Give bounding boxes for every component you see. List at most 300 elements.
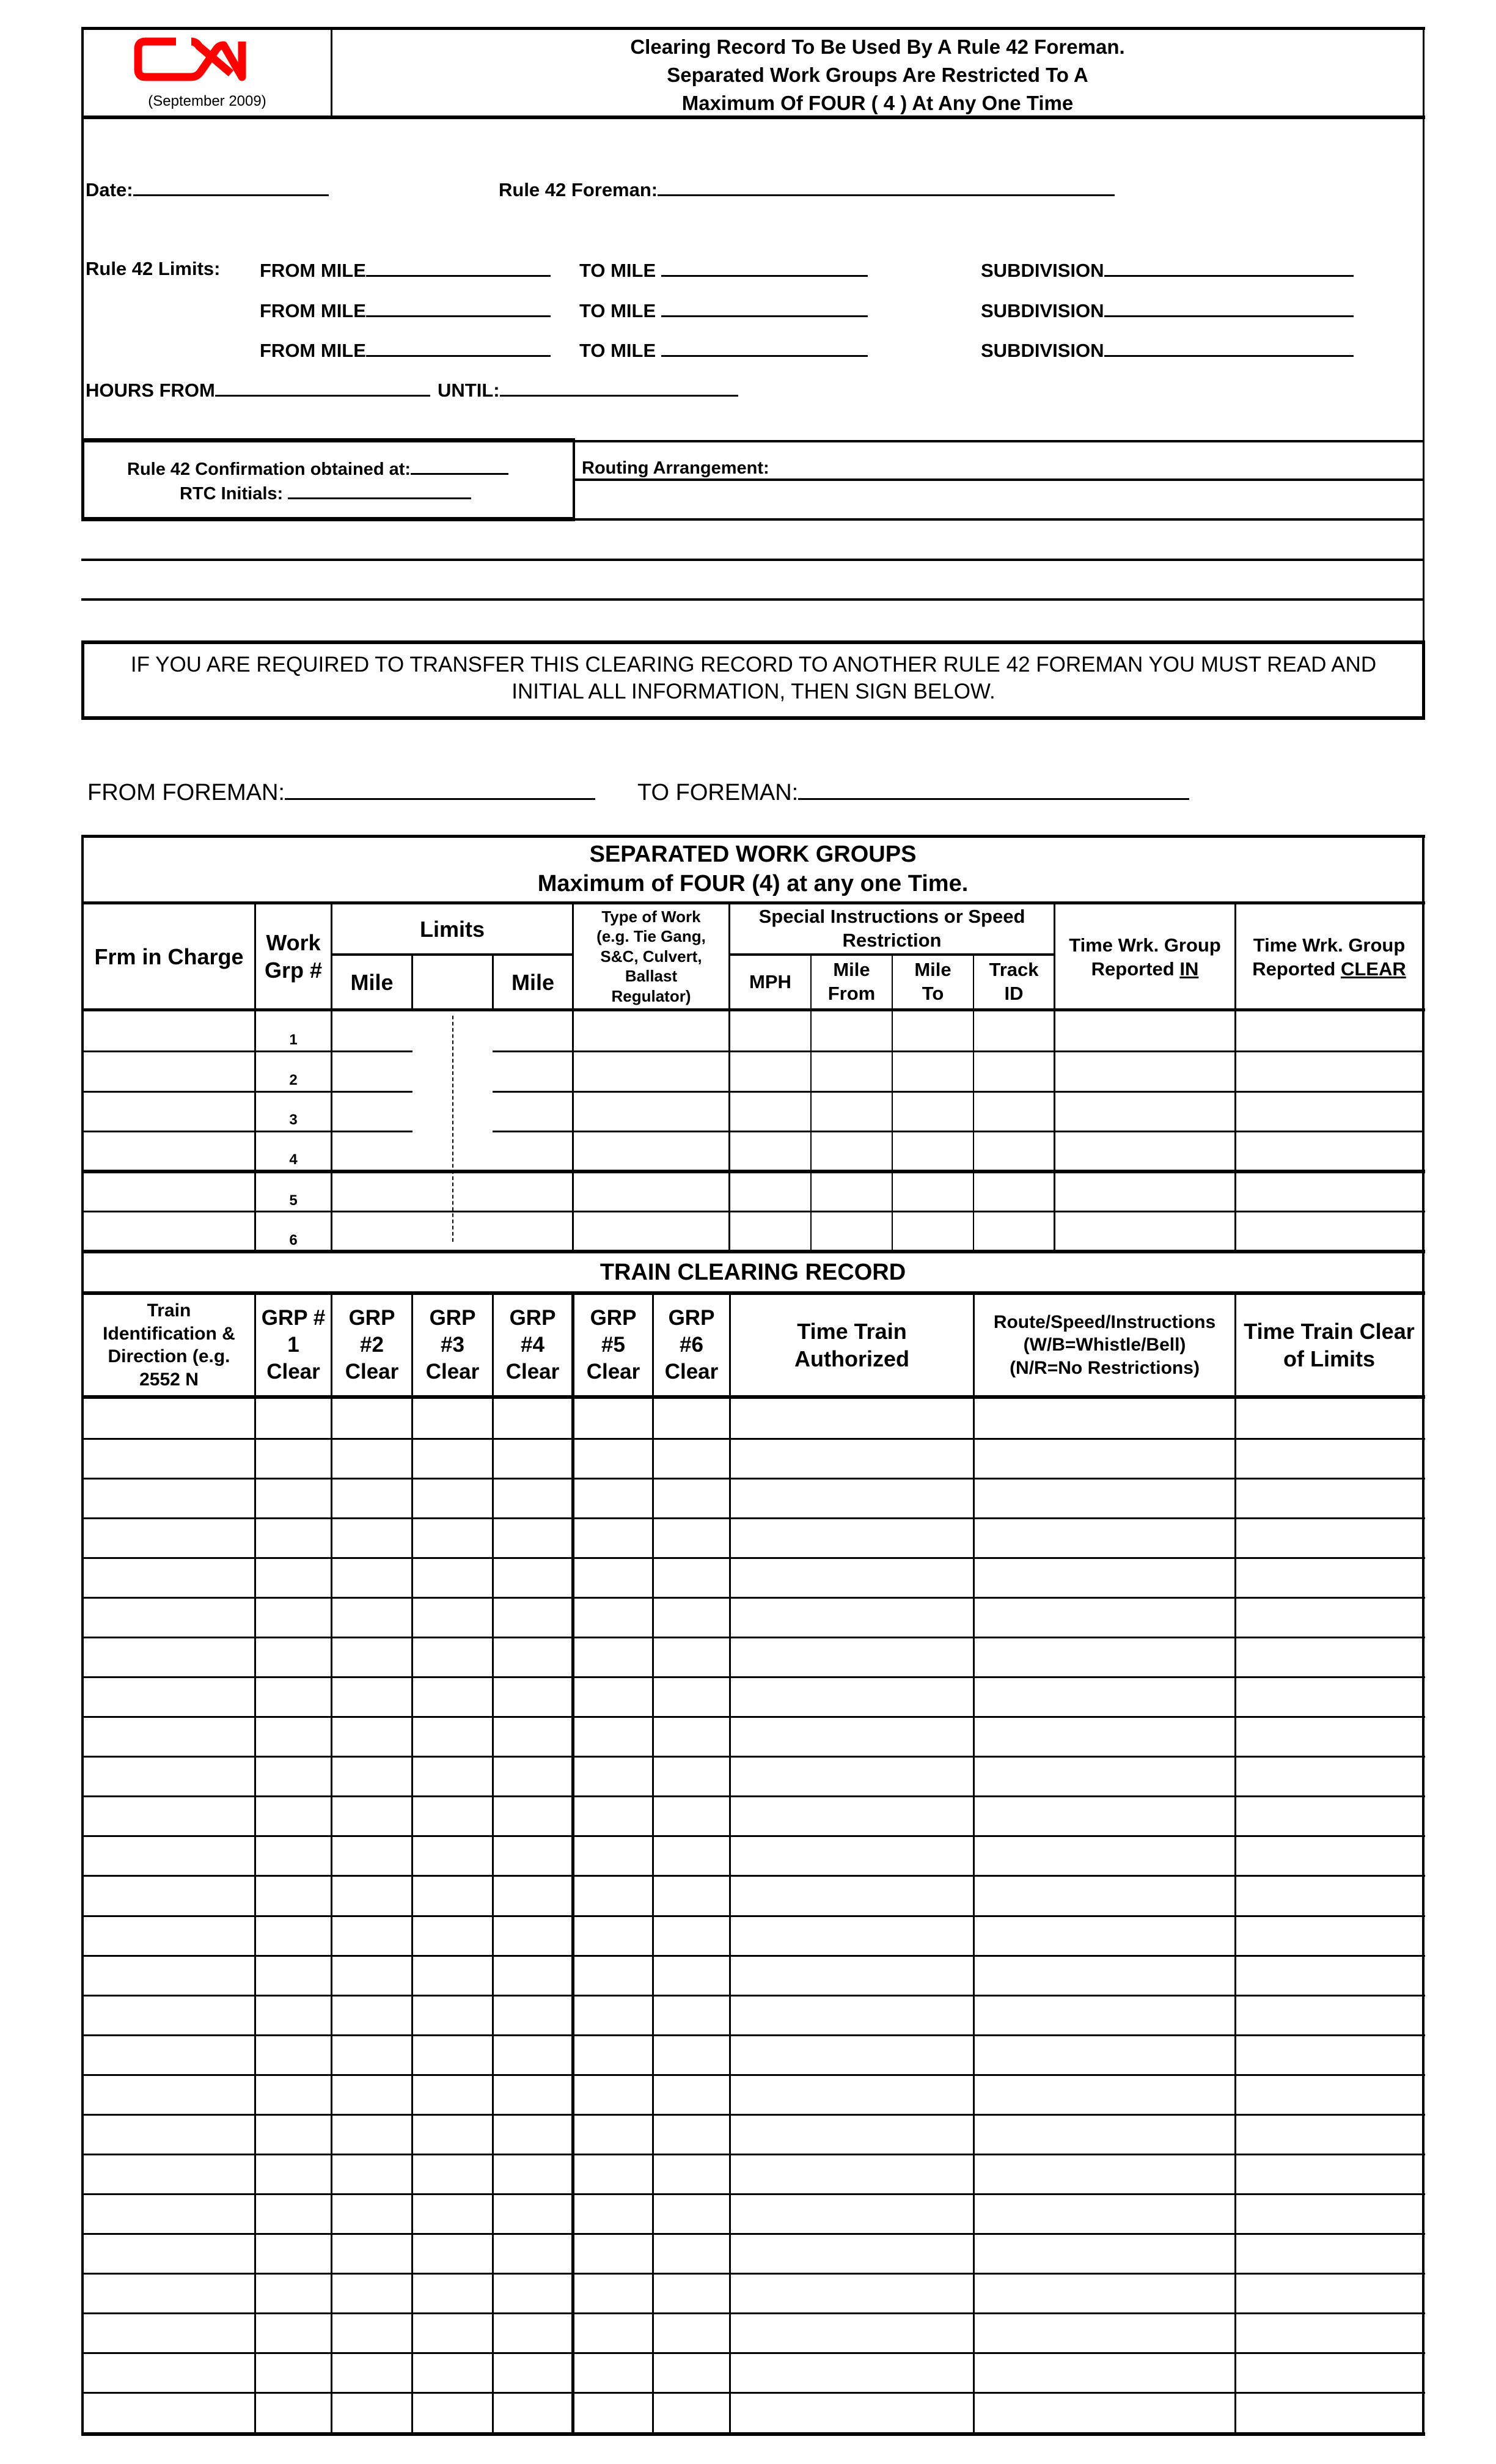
- tcr-cell[interactable]: [413, 1957, 491, 1994]
- tcr-cell[interactable]: [413, 1758, 491, 1795]
- tcr-cell[interactable]: [975, 2116, 1234, 2153]
- tcr-cell[interactable]: [256, 2275, 330, 2312]
- date-field[interactable]: [86, 178, 329, 199]
- tcr-cell[interactable]: [256, 1997, 330, 2034]
- tcr-cell[interactable]: [256, 2394, 330, 2431]
- from-mile-field[interactable]: [260, 339, 551, 360]
- tcr-cell[interactable]: [256, 1519, 330, 1557]
- tcr-cell[interactable]: [494, 1797, 572, 1835]
- tcr-cell[interactable]: [975, 1638, 1234, 1676]
- tcr-cell[interactable]: [332, 2155, 411, 2193]
- tcr-cell[interactable]: [1236, 1638, 1420, 1676]
- tcr-cell[interactable]: [84, 1957, 254, 1994]
- tcr-cell[interactable]: [731, 1400, 972, 1437]
- tcr-cell[interactable]: [975, 1917, 1234, 1954]
- tcr-cell[interactable]: [1236, 1957, 1420, 1994]
- tcr-cell[interactable]: [1236, 1400, 1420, 1437]
- until-field[interactable]: [438, 379, 738, 400]
- tcr-cell[interactable]: [413, 1917, 491, 1954]
- tcr-cell[interactable]: [731, 2116, 972, 2153]
- subdivision-field[interactable]: [981, 259, 1354, 280]
- tcr-cell[interactable]: [1236, 1758, 1420, 1795]
- tcr-cell[interactable]: [494, 1440, 572, 1477]
- tcr-cell[interactable]: [256, 1837, 330, 1874]
- tcr-cell[interactable]: [256, 1797, 330, 1835]
- tcr-cell[interactable]: [975, 1519, 1234, 1557]
- tcr-cell[interactable]: [256, 2235, 330, 2272]
- tcr-cell[interactable]: [574, 1400, 651, 1437]
- tcr-cell[interactable]: [413, 2155, 491, 2193]
- tcr-cell[interactable]: [84, 2275, 254, 2312]
- tcr-cell[interactable]: [84, 2155, 254, 2193]
- tcr-cell[interactable]: [84, 1917, 254, 1954]
- tcr-cell[interactable]: [574, 1877, 651, 1914]
- tcr-cell[interactable]: [1236, 2275, 1420, 2312]
- tcr-cell[interactable]: [574, 2354, 651, 2391]
- tcr-cell[interactable]: [494, 2076, 572, 2113]
- tcr-cell[interactable]: [84, 2235, 254, 2272]
- tcr-cell[interactable]: [84, 2314, 254, 2352]
- tcr-cell[interactable]: [84, 2394, 254, 2431]
- tcr-cell[interactable]: [975, 1559, 1234, 1596]
- tcr-cell[interactable]: [84, 1997, 254, 2034]
- tcr-cell[interactable]: [975, 2354, 1234, 2391]
- col-grp6-clear: GRP #6 Clear: [664, 1306, 719, 1384]
- confirmation-obtained-label: Rule 42 Confirmation obtained at:: [127, 460, 411, 479]
- tcr-cell[interactable]: [332, 1599, 411, 1636]
- tcr-cell[interactable]: [256, 1559, 330, 1596]
- tcr-cell[interactable]: [413, 1718, 491, 1755]
- tcr-cell[interactable]: [84, 2036, 254, 2074]
- tcr-cell[interactable]: [975, 2036, 1234, 2074]
- tcr-cell[interactable]: [84, 1877, 254, 1914]
- time-clear-label: Time Wrk. Group Reported: [1252, 934, 1406, 980]
- tcr-cell[interactable]: [413, 1400, 491, 1437]
- tcr-cell[interactable]: [654, 1997, 728, 2034]
- tcr-cell[interactable]: [494, 1559, 572, 1596]
- tcr-cell[interactable]: [256, 2354, 330, 2391]
- notice-line-2: INITIAL ALL INFORMATION, THEN SIGN BELOW.: [512, 680, 996, 703]
- tcr-cell[interactable]: [1236, 1797, 1420, 1835]
- tcr-cell[interactable]: [413, 1559, 491, 1596]
- tcr-cell[interactable]: [731, 2195, 972, 2232]
- tcr-cell[interactable]: [1236, 1519, 1420, 1557]
- tcr-cell[interactable]: [975, 2394, 1234, 2431]
- tcr-cell[interactable]: [84, 1440, 254, 1477]
- tcr-cell[interactable]: [574, 2195, 651, 2232]
- tcr-cell[interactable]: [494, 2275, 572, 2312]
- tcr-cell[interactable]: [1236, 1837, 1420, 1874]
- col-track-id: Track ID: [989, 959, 1039, 1004]
- until-label: UNTIL:: [438, 380, 500, 401]
- tcr-cell[interactable]: [494, 2036, 572, 2074]
- tcr-cell[interactable]: [654, 1519, 728, 1557]
- tcr-cell[interactable]: [654, 1559, 728, 1596]
- tcr-cell[interactable]: [1236, 2354, 1420, 2391]
- tcr-cell[interactable]: [413, 2036, 491, 2074]
- tcr-cell[interactable]: [494, 1638, 572, 1676]
- foreman-field[interactable]: [499, 178, 1115, 199]
- tcr-cell[interactable]: [1236, 1877, 1420, 1914]
- tcr-cell[interactable]: [1236, 2235, 1420, 2272]
- title-line-1: Clearing Record To Be Used By A Rule 42 Foreman.: [630, 35, 1125, 58]
- tcr-cell[interactable]: [494, 1599, 572, 1636]
- tcr-cell[interactable]: [84, 1758, 254, 1795]
- tcr-cell[interactable]: [256, 1678, 330, 1715]
- rtc-initials-field[interactable]: [180, 484, 471, 503]
- tcr-cell[interactable]: [494, 2354, 572, 2391]
- tcr-cell[interactable]: [731, 1678, 972, 1715]
- tcr-cell[interactable]: [731, 2394, 972, 2431]
- tcr-cell[interactable]: [574, 2076, 651, 2113]
- from-mile-label: FROM MILE: [260, 260, 366, 281]
- tcr-cell[interactable]: [731, 1718, 972, 1755]
- tcr-cell[interactable]: [332, 2235, 411, 2272]
- tcr-cell[interactable]: [494, 1718, 572, 1755]
- tcr-cell[interactable]: [332, 1997, 411, 2034]
- swg-title-line: SEPARATED WORK GROUPS: [589, 842, 917, 867]
- tcr-cell[interactable]: [731, 1837, 972, 1874]
- tcr-cell[interactable]: [413, 2116, 491, 2153]
- tcr-cell[interactable]: [494, 1400, 572, 1437]
- tcr-cell[interactable]: [332, 1758, 411, 1795]
- to-mile-field[interactable]: [579, 259, 868, 280]
- tcr-cell[interactable]: [574, 2314, 651, 2352]
- from-mile-label: FROM MILE: [260, 300, 366, 321]
- tcr-cell[interactable]: [654, 1758, 728, 1795]
- tcr-cell[interactable]: [654, 1718, 728, 1755]
- tcr-cell[interactable]: [332, 1440, 411, 1477]
- limits-label: Rule 42 Limits:: [86, 258, 221, 279]
- tcr-cell[interactable]: [413, 1678, 491, 1715]
- tcr-cell[interactable]: [84, 2354, 254, 2391]
- tcr-cell[interactable]: [731, 1638, 972, 1676]
- tcr-cell[interactable]: [256, 2036, 330, 2074]
- tcr-cell[interactable]: [494, 1997, 572, 2034]
- tcr-cell[interactable]: [574, 2036, 651, 2074]
- tcr-cell[interactable]: [332, 1837, 411, 1874]
- tcr-cell[interactable]: [731, 1797, 972, 1835]
- tcr-cell[interactable]: [654, 1400, 728, 1437]
- tcr-cell[interactable]: [731, 1917, 972, 1954]
- tcr-cell[interactable]: [332, 1797, 411, 1835]
- tcr-cell[interactable]: [84, 1678, 254, 1715]
- tcr-cell[interactable]: [494, 2235, 572, 2272]
- tcr-cell[interactable]: [731, 1599, 972, 1636]
- tcr-cell[interactable]: [654, 1480, 728, 1517]
- tcr-cell[interactable]: [256, 2116, 330, 2153]
- tcr-cell[interactable]: [332, 2275, 411, 2312]
- tcr-cell[interactable]: [332, 2076, 411, 2113]
- tcr-cell[interactable]: [1236, 2076, 1420, 2113]
- tcr-cell[interactable]: [654, 1678, 728, 1715]
- routing-arrangement-field[interactable]: [575, 442, 1423, 518]
- tcr-cell[interactable]: [332, 2394, 411, 2431]
- tcr-cell[interactable]: [975, 2275, 1234, 2312]
- tcr-cell[interactable]: [84, 1797, 254, 1835]
- tcr-cell[interactable]: [84, 1837, 254, 1874]
- tcr-cell[interactable]: [731, 1957, 972, 1994]
- tcr-cell[interactable]: [413, 2195, 491, 2232]
- tcr-cell[interactable]: [975, 1718, 1234, 1755]
- swg-title: [84, 840, 1422, 898]
- tcr-cell[interactable]: [654, 2195, 728, 2232]
- tcr-cell[interactable]: [731, 1480, 972, 1517]
- tcr-cell[interactable]: [413, 2076, 491, 2113]
- from-mile-field[interactable]: [260, 299, 551, 320]
- tcr-cell[interactable]: [494, 1957, 572, 1994]
- tcr-cell[interactable]: [731, 1997, 972, 2034]
- tcr-cell[interactable]: [654, 1877, 728, 1914]
- col-limits: Limits: [419, 916, 485, 942]
- tcr-cell[interactable]: [413, 1519, 491, 1557]
- tcr-cell[interactable]: [494, 2155, 572, 2193]
- tcr-cell[interactable]: [413, 1837, 491, 1874]
- tcr-cell[interactable]: [1236, 2036, 1420, 2074]
- tcr-cell[interactable]: [654, 1638, 728, 1676]
- tcr-cell[interactable]: [975, 2235, 1234, 2272]
- to-foreman-field[interactable]: [637, 780, 1189, 806]
- tcr-cell[interactable]: [574, 1440, 651, 1477]
- tcr-cell[interactable]: [654, 2275, 728, 2312]
- tcr-cell[interactable]: [494, 2116, 572, 2153]
- tcr-cell[interactable]: [256, 1480, 330, 1517]
- tcr-cell[interactable]: [654, 1599, 728, 1636]
- to-mile-label: TO MILE: [579, 340, 656, 361]
- tcr-cell[interactable]: [975, 1599, 1234, 1636]
- col-train-identification: Train Identification & Direction (e.g. 2552 N: [103, 1300, 235, 1390]
- tcr-cell[interactable]: [975, 1997, 1234, 2034]
- tcr-cell[interactable]: [1236, 2116, 1420, 2153]
- tcr-cell[interactable]: [332, 1957, 411, 1994]
- tcr-cell[interactable]: [413, 2354, 491, 2391]
- tcr-cell[interactable]: [731, 1877, 972, 1914]
- from-foreman-label: FROM FOREMAN:: [87, 780, 285, 805]
- tcr-cell[interactable]: [256, 1638, 330, 1676]
- tcr-cell[interactable]: [574, 1718, 651, 1755]
- to-mile-label: TO MILE: [579, 260, 656, 281]
- tcr-cell[interactable]: [574, 2155, 651, 2193]
- tcr-cell[interactable]: [1236, 1599, 1420, 1636]
- subdivision-field[interactable]: [981, 299, 1354, 320]
- tcr-cell[interactable]: [975, 2314, 1234, 2352]
- tcr-cell[interactable]: [256, 1877, 330, 1914]
- tcr-cell[interactable]: [494, 2394, 572, 2431]
- tcr-cell[interactable]: [332, 2195, 411, 2232]
- tcr-cell[interactable]: [654, 2076, 728, 2113]
- tcr-cell[interactable]: [1236, 2314, 1420, 2352]
- tcr-cell[interactable]: [332, 1917, 411, 1954]
- tcr-cell[interactable]: [654, 2116, 728, 2153]
- tcr-cell[interactable]: [574, 2235, 651, 2272]
- tcr-cell[interactable]: [494, 1837, 572, 1874]
- tcr-cell[interactable]: [654, 1797, 728, 1835]
- tcr-cell[interactable]: [574, 1638, 651, 1676]
- tcr-cell[interactable]: [975, 1480, 1234, 1517]
- tcr-cell[interactable]: [332, 1400, 411, 1437]
- tcr-cell[interactable]: [84, 2195, 254, 2232]
- tcr-cell[interactable]: [332, 1519, 411, 1557]
- tcr-cell[interactable]: [332, 1480, 411, 1517]
- tcr-cell[interactable]: [332, 1877, 411, 1914]
- to-mile-field[interactable]: [579, 339, 868, 360]
- tcr-cell[interactable]: [84, 2076, 254, 2113]
- hours-from-field[interactable]: [86, 379, 430, 400]
- tcr-cell[interactable]: [1236, 2155, 1420, 2193]
- tcr-cell[interactable]: [84, 1519, 254, 1557]
- tcr-cell[interactable]: [332, 2354, 411, 2391]
- tcr-cell[interactable]: [731, 2155, 972, 2193]
- col-frm-in-charge: Frm in Charge: [94, 944, 244, 969]
- tcr-cell[interactable]: [256, 2155, 330, 2193]
- tcr-cell[interactable]: [1236, 1440, 1420, 1477]
- tcr-cell[interactable]: [494, 2195, 572, 2232]
- tcr-cell[interactable]: [574, 1559, 651, 1596]
- tcr-cell[interactable]: [731, 2314, 972, 2352]
- tcr-cell[interactable]: [975, 1877, 1234, 1914]
- col-limits-mile-from: Mile: [350, 969, 394, 995]
- tcr-cell[interactable]: [574, 1997, 651, 2034]
- tcr-cell[interactable]: [256, 1599, 330, 1636]
- tcr-cell[interactable]: [975, 1678, 1234, 1715]
- tcr-cell[interactable]: [1236, 1678, 1420, 1715]
- tcr-cell[interactable]: [494, 1519, 572, 1557]
- tcr-cell[interactable]: [494, 2314, 572, 2352]
- work-group-number: 1: [289, 1032, 298, 1048]
- tcr-cell[interactable]: [654, 2394, 728, 2431]
- tcr-cell[interactable]: [256, 1957, 330, 1994]
- tcr-cell[interactable]: [654, 1440, 728, 1477]
- tcr-cell[interactable]: [574, 1480, 651, 1517]
- tcr-cell[interactable]: [84, 1638, 254, 1676]
- tcr-cell[interactable]: [574, 2275, 651, 2312]
- col-grp4-clear: GRP #4 Clear: [505, 1306, 560, 1384]
- tcr-cell[interactable]: [654, 2155, 728, 2193]
- tcr-cell[interactable]: [975, 1758, 1234, 1795]
- tcr-cell[interactable]: [975, 2195, 1234, 2232]
- tcr-cell[interactable]: [975, 1837, 1234, 1874]
- tcr-cell[interactable]: [731, 1758, 972, 1795]
- tcr-cell[interactable]: [731, 2036, 972, 2074]
- tcr-cell[interactable]: [494, 1917, 572, 1954]
- tcr-cell[interactable]: [574, 1957, 651, 1994]
- tcr-cell[interactable]: [574, 1917, 651, 1954]
- tcr-cell[interactable]: [975, 1440, 1234, 1477]
- tcr-cell[interactable]: [84, 1559, 254, 1596]
- tcr-cell[interactable]: [413, 1638, 491, 1676]
- from-foreman-field[interactable]: [87, 780, 595, 806]
- tcr-cell[interactable]: [1236, 2394, 1420, 2431]
- tcr-cell[interactable]: [84, 1718, 254, 1755]
- tcr-cell[interactable]: [413, 2235, 491, 2272]
- tcr-cell[interactable]: [256, 1917, 330, 1954]
- tcr-cell[interactable]: [654, 1917, 728, 1954]
- to-mile-field[interactable]: [579, 299, 868, 320]
- tcr-cell[interactable]: [975, 2076, 1234, 2113]
- tcr-cell[interactable]: [1236, 1997, 1420, 2034]
- tcr-cell[interactable]: [84, 1480, 254, 1517]
- from-mile-label: FROM MILE: [260, 340, 366, 361]
- tcr-cell[interactable]: [731, 1440, 972, 1477]
- tcr-cell[interactable]: [654, 1837, 728, 1874]
- tcr-cell[interactable]: [654, 1957, 728, 1994]
- tcr-cell[interactable]: [256, 1400, 330, 1437]
- tcr-cell[interactable]: [413, 2394, 491, 2431]
- tcr-cell[interactable]: [84, 2116, 254, 2153]
- tcr-cell[interactable]: [256, 2195, 330, 2232]
- tcr-cell[interactable]: [84, 1400, 254, 1437]
- tcr-cell[interactable]: [731, 1519, 972, 1557]
- from-mile-field[interactable]: [260, 259, 551, 280]
- tcr-cell[interactable]: [494, 1678, 572, 1715]
- tcr-cell[interactable]: [494, 1758, 572, 1795]
- tcr-cell[interactable]: [413, 1599, 491, 1636]
- tcr-cell[interactable]: [256, 1718, 330, 1755]
- tcr-cell[interactable]: [975, 1400, 1234, 1437]
- tcr-cell[interactable]: [413, 2275, 491, 2312]
- tcr-cell[interactable]: [731, 2235, 972, 2272]
- tcr-cell[interactable]: [256, 2076, 330, 2113]
- tcr-cell[interactable]: [654, 2235, 728, 2272]
- tcr-cell[interactable]: [256, 2314, 330, 2352]
- tcr-cell[interactable]: [975, 1797, 1234, 1835]
- tcr-cell[interactable]: [332, 1718, 411, 1755]
- tcr-cell[interactable]: [574, 2394, 651, 2431]
- tcr-cell[interactable]: [574, 1519, 651, 1557]
- tcr-cell[interactable]: [1236, 2195, 1420, 2232]
- tcr-cell[interactable]: [413, 1877, 491, 1914]
- tcr-cell[interactable]: [413, 1480, 491, 1517]
- tcr-cell[interactable]: [413, 1997, 491, 2034]
- subdivision-field[interactable]: [981, 339, 1354, 360]
- tcr-cell[interactable]: [731, 1559, 972, 1596]
- tcr-cell[interactable]: [332, 1678, 411, 1715]
- tcr-cell[interactable]: [332, 1638, 411, 1676]
- tcr-cell[interactable]: [574, 1837, 651, 1874]
- tcr-cell[interactable]: [332, 2036, 411, 2074]
- confirmation-obtained-field[interactable]: [127, 460, 508, 479]
- tcr-cell[interactable]: [413, 1797, 491, 1835]
- tcr-cell[interactable]: [731, 2354, 972, 2391]
- tcr-cell[interactable]: [413, 1440, 491, 1477]
- tcr-cell[interactable]: [1236, 1917, 1420, 1954]
- tcr-cell[interactable]: [1236, 1559, 1420, 1596]
- tcr-cell[interactable]: [731, 2275, 972, 2312]
- tcr-cell[interactable]: [494, 1480, 572, 1517]
- tcr-cell[interactable]: [494, 1877, 572, 1914]
- tcr-cell[interactable]: [413, 2314, 491, 2352]
- tcr-cell[interactable]: [256, 1440, 330, 1477]
- tcr-cell[interactable]: [574, 1797, 651, 1835]
- tcr-cell[interactable]: [332, 2116, 411, 2153]
- tcr-cell[interactable]: [574, 1758, 651, 1795]
- tcr-cell[interactable]: [1236, 1480, 1420, 1517]
- tcr-cell[interactable]: [332, 1559, 411, 1596]
- tcr-cell[interactable]: [654, 2036, 728, 2074]
- tcr-cell[interactable]: [84, 1599, 254, 1636]
- tcr-cell[interactable]: [1236, 1718, 1420, 1755]
- tcr-cell[interactable]: [574, 1599, 651, 1636]
- tcr-cell[interactable]: [574, 1678, 651, 1715]
- tcr-cell[interactable]: [654, 2314, 728, 2352]
- tcr-cell[interactable]: [654, 2354, 728, 2391]
- tcr-cell[interactable]: [975, 2155, 1234, 2193]
- tcr-cell[interactable]: [731, 2076, 972, 2113]
- tcr-cell[interactable]: [332, 2314, 411, 2352]
- tcr-cell[interactable]: [256, 1758, 330, 1795]
- tcr-cell[interactable]: [975, 1957, 1234, 1994]
- tcr-cell[interactable]: [574, 2116, 651, 2153]
